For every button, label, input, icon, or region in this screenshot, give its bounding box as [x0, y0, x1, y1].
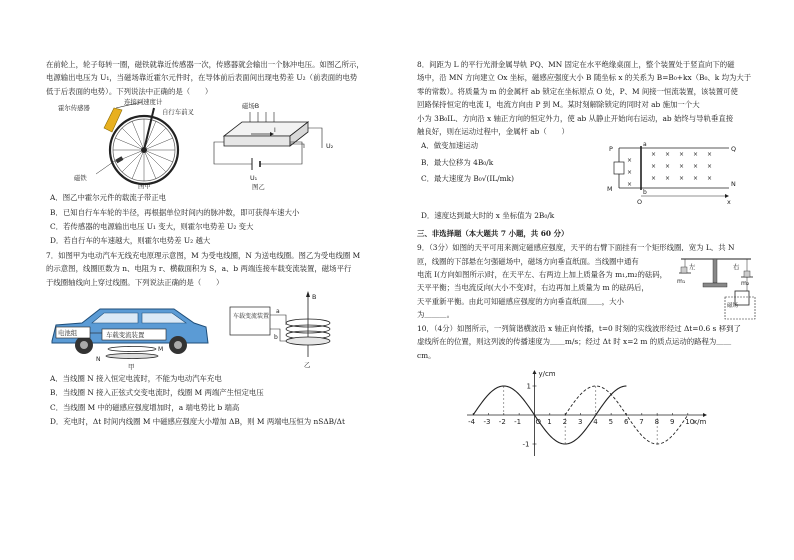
constant-current-source-icon: [614, 162, 624, 174]
hall-sensor-icon: [104, 108, 122, 132]
q8-line: 8．间距为 L 的平行光滑金属导轨 PQ、MN 固定在水平绝缘桌面上，整个装置处于竖直向下的磁: [417, 60, 735, 69]
q9-line: 为＿＿＿。: [417, 310, 454, 320]
wave-origin-label: O: [535, 417, 541, 426]
label-m1: m₁: [677, 278, 686, 286]
rails-figure: [603, 138, 743, 206]
label-left-pan: 左: [689, 263, 696, 272]
svg-text:×: ×: [707, 163, 713, 171]
weight-m2-icon: [744, 271, 750, 277]
svg-text:×: ×: [665, 151, 671, 159]
svg-text:×: ×: [651, 151, 657, 159]
svg-text:×: ×: [693, 175, 699, 183]
x-tick-label: 2: [562, 417, 568, 426]
label-wire: 连接到速度计: [124, 98, 163, 107]
svg-text:×: ×: [693, 151, 699, 159]
label-terminal-b: b: [274, 334, 278, 342]
q10-line: 虚线所在的位置，则这列波的传播速度为＿＿m/s；经过 Δt 时 x=2 m 的质点运动的路程为＿＿: [417, 337, 732, 347]
q7-line: 7．如图甲为电动汽车无线充电原理示意图，M 为受电线圈，N 为送电线圈。图乙为受电线圈 M: [46, 250, 361, 260]
x-tick-label: -4: [468, 417, 476, 426]
q9-block: [417, 241, 755, 321]
label-q: Q: [731, 145, 737, 154]
label-m2: m₂: [741, 280, 750, 288]
right-column: [417, 58, 755, 464]
label-right-pan: 右: [733, 263, 740, 272]
q8-options-block: [417, 138, 755, 208]
q8-option-a: A．做变加速运动: [421, 141, 479, 151]
q6-option-d: D．若自行车的车速越大，则霍尔电势差 U₂ 越大: [50, 236, 211, 246]
label-p: P: [609, 145, 613, 154]
q7-option-c: C．当线圈 M 中的磁感应强度增加时，a 端电势比 b 端高: [50, 402, 240, 412]
svg-text:×: ×: [679, 163, 685, 171]
label-coil-device: 车载变流装置: [233, 313, 270, 321]
label-rod-a: a: [643, 141, 647, 149]
q8-line: 小为 3B₀IL、方向沿 x 轴正方向的恒定外力，使 ab 从静止开始向右运动，ab 始终与导轨垂直接: [417, 113, 734, 123]
label-hall-sensor: 霍尔传感器: [58, 104, 90, 113]
svg-text:×: ×: [665, 175, 671, 183]
q6-line: 电源输出电压为 U₁，当磁场靠近霍尔元件时，在导体前后表面间出现电势差 U₂（前表面的电势: [46, 73, 358, 83]
x-tick-label: 5: [608, 417, 614, 426]
bicycle-wheel: [110, 108, 178, 184]
label-m: M: [607, 185, 613, 194]
label-rod-b: b: [643, 189, 647, 197]
label-coil-m: M: [158, 346, 164, 354]
label-terminal-a: a: [276, 308, 280, 316]
q7-line: 于线圈轴线向上穿过线圈。下列说法正确的是（ ）: [46, 277, 224, 287]
x-tick-label: 1: [547, 417, 552, 426]
label-battery: 电池组: [58, 329, 78, 338]
x-tick-label: -3: [483, 417, 491, 426]
x-tick-label: 8: [654, 417, 660, 426]
svg-text:×: ×: [679, 175, 685, 183]
q8-line: 零的常数）。将质量为 m 的金属杆 ab 锁定在坐标原点 O 处，P、M 间接一恒流装置，该装置可使: [417, 86, 738, 96]
q6-figures: [46, 98, 396, 190]
y-axis-arrow: [532, 370, 536, 374]
q6-line: 低于后表面的电势）。下列说法中正确的是（ ）: [46, 86, 213, 96]
q9-line: 9．（3分）如图的天平可用来测定磁感应强度，天平的右臂下面挂有一个矩形线圈，宽为 L，共 N: [417, 243, 735, 253]
label-current-i: I: [274, 127, 276, 135]
label-n: N: [731, 180, 736, 189]
label-u1: U₁: [250, 174, 258, 183]
svg-text:×: ×: [665, 163, 671, 171]
svg-text:×: ×: [707, 151, 713, 159]
y-tick-label: 1: [526, 382, 531, 391]
label-origin-o: O: [637, 198, 643, 207]
caption-jia: 图甲: [138, 182, 151, 191]
q8-option-c: C．最大速度为 B₀√(IL/mk): [421, 174, 515, 184]
q6-option-c: C．若传感器的电源输出电压 U₁ 变大，则霍尔电势差 U₂ 变大: [50, 222, 254, 232]
caption-coil-yi: 乙: [304, 361, 311, 370]
q7-option-a: A．当线圈 N 接入恒定电流时，不能为电动汽车充电: [50, 374, 222, 384]
label-b-field: B: [312, 293, 317, 302]
svg-text:×: ×: [627, 169, 633, 177]
section-3-heading: 三、非选择题（本大题共 7 小题，共 60 分）: [417, 228, 569, 238]
x-tick-label: 6: [623, 417, 629, 426]
q8-option-b: B．最大位移为 4B₀/k: [421, 157, 494, 167]
label-field-region: 磁场: [727, 303, 739, 310]
x-tick-label: 10: [685, 417, 695, 426]
wave-chart: [453, 364, 713, 464]
q8-line: 触良好，则在运动过程中，金属杆 ab（ ）: [417, 127, 569, 137]
coil-m-diagram: [230, 291, 330, 369]
q9-line: 电流 I(方向如图所示)时，在天平左、右两边上加上质量各为 m₁,m₂的砝码，: [417, 270, 668, 280]
label-car-device: 车载变流装置: [106, 331, 145, 340]
wave-axes: [467, 370, 707, 456]
q7-option-d: D．充电时，Δt 时间内线圈 M 中磁感应强度大小增加 ΔB，则 M 两端电压恒为 nSΔB/Δt: [50, 417, 345, 427]
caption-car-jia: 甲: [128, 363, 135, 372]
wave-ylabel: y/cm: [538, 369, 556, 378]
q7-line: 的示意图，线圈匝数为 n、电阻为 r、横截面积为 S，a、b 两端连接车载变流装置，磁场平行: [46, 264, 352, 274]
label-fork: 自行车前叉: [162, 108, 194, 117]
x-tick-label: -2: [498, 417, 506, 426]
svg-text:×: ×: [627, 181, 633, 189]
x-tick-label: -1: [514, 417, 522, 426]
caption-yi: 图乙: [252, 183, 265, 191]
x-tick-label: 4: [593, 417, 598, 426]
wireless-charging-figure: [46, 289, 396, 371]
q7-figures: [46, 289, 396, 371]
q6-option-b: B．已知自行车车轮的半径，再根据单位时间内的脉冲数，即可获得车速大小: [50, 207, 300, 217]
q10-line: cm。: [417, 350, 436, 360]
x-tick-label: 9: [669, 417, 675, 426]
left-column: [46, 58, 396, 430]
x-axis-arrow: [703, 413, 707, 417]
svg-text:×: ×: [693, 163, 699, 171]
label-axis-x: x: [727, 198, 731, 207]
q7-option-b: B．当线圈 N 接入正弦式交变电流时，线圈 M 两端产生恒定电压: [50, 388, 264, 398]
label-coil-n: N: [96, 356, 101, 364]
q8-line: 场中，沿 MN 方向建立 Ox 坐标，磁感应强度大小 B 随坐标 x 的关系为 B=B₀+kx（B₀、k 均为大于: [417, 73, 752, 83]
wave-xlabel: x/m: [693, 417, 707, 426]
q10-line: 10．（4分）如图所示，一列简谐横波沿 x 轴正向传播，t=0 时刻的实线波形经过 Δt=0.6 s 移到了: [417, 323, 741, 333]
x-tick-label: 7: [639, 417, 644, 426]
svg-text:×: ×: [651, 163, 657, 171]
q9-line: 天平平衡；当电流反向(大小不变)时，右边再加上质量为 m 的砝码后，: [417, 283, 649, 293]
svg-text:×: ×: [627, 157, 633, 165]
svg-text:×: ×: [679, 151, 685, 159]
field-crosses: [627, 151, 712, 188]
balance-figure: [675, 251, 757, 325]
label-field-b: 磁场B: [242, 102, 260, 111]
bicycle-hall-figure: [46, 98, 396, 190]
svg-text:×: ×: [651, 175, 657, 183]
q6-line: 在前轮上，轮子每转一圈，磁铁就靠近传感器一次，传感器就会输出一个脉冲电压。如图乙所示，: [46, 60, 364, 69]
q6-option-a: A．图乙中霍尔元件的载流子带正电: [50, 193, 167, 203]
x-tick-label: 3: [577, 417, 583, 426]
q9-line: 天平重新平衡。由此可知磁感应强度的方向垂直纸面＿＿，大小: [417, 296, 624, 306]
svg-text:×: ×: [707, 175, 713, 183]
q8-option-d: D．速度达到最大时的 x 坐标值为 2B₀/k: [421, 211, 555, 221]
label-u2: U₂: [326, 142, 334, 151]
q8-line: 回路保持恒定的电流 I，电流方向由 P 到 M。某时刻解除锁定的同时对 ab 施加一个大: [417, 100, 700, 110]
label-magnet: 磁铁: [74, 174, 87, 183]
weight-m1-icon: [681, 267, 687, 273]
hall-plate-diagram: [214, 101, 334, 190]
y-tick-label: -1: [522, 440, 530, 449]
q9-line: 匝，线圈的下部悬在匀强磁场中，磁场方向垂直纸面。当线圈中通有: [417, 256, 639, 266]
